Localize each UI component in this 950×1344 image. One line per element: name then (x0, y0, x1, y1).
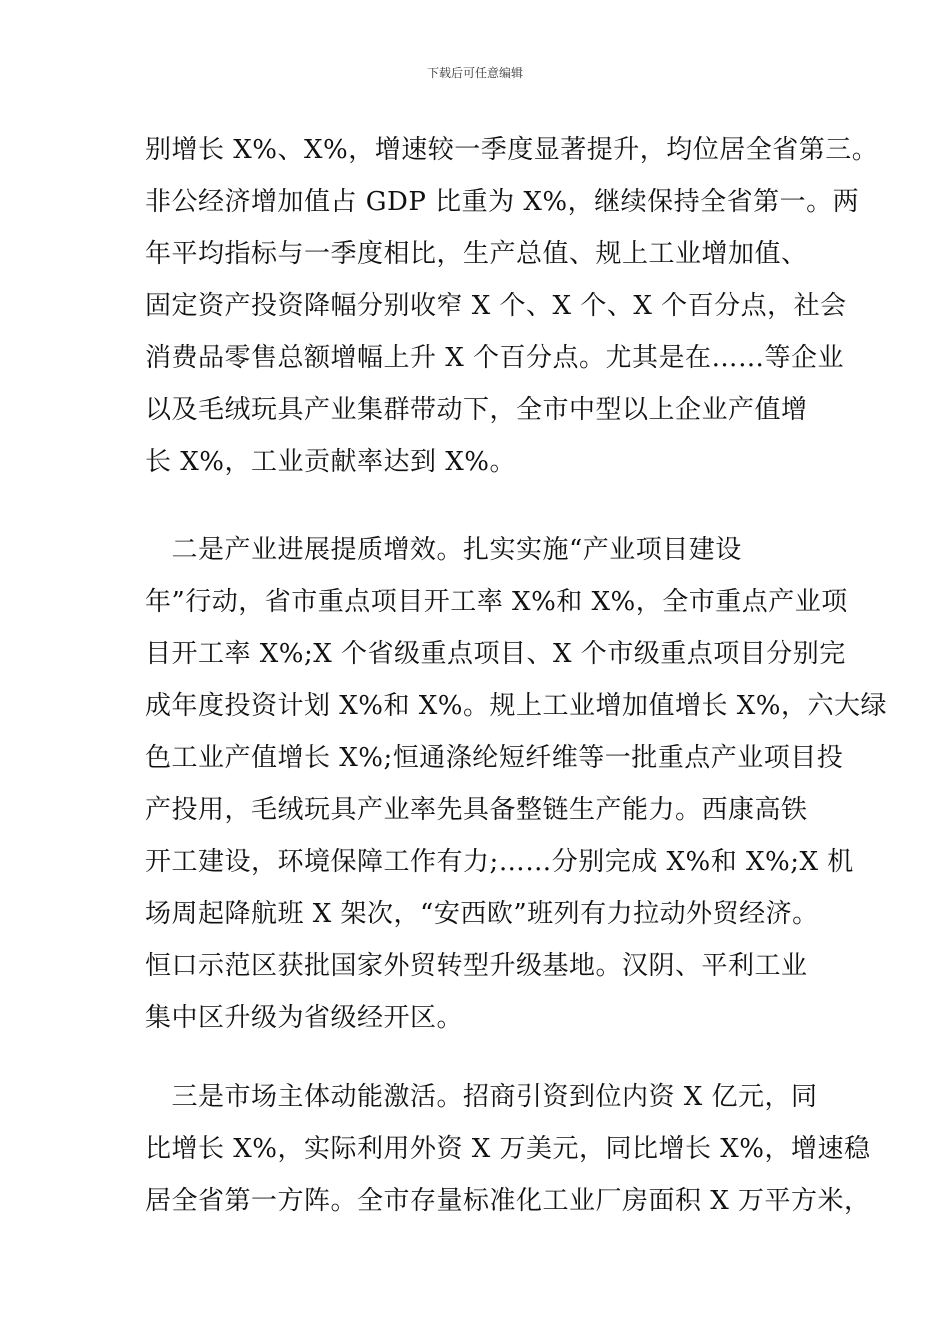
text-line: 固定资产投资降幅分别收窄 X 个、X 个、X 个百分点，社会 (145, 291, 847, 321)
text-line: 以及毛绒玩具产业集群带动下，全市中型以上企业产值增 (145, 395, 808, 425)
text-line: 别增长 X%、X%，增速较一季度显著提升，均位居全省第三。 (145, 135, 879, 165)
text-line: 目开工率 X%;X 个省级重点项目、X 个市级重点项目分别完 (145, 639, 846, 669)
paragraph-2 (145, 524, 887, 1044)
text-line: 三是市场主体动能激活。招商引资到位内资 X 亿元，同 (145, 1082, 818, 1112)
text-line: 产投用，毛绒玩具产业率先具备整链生产能力。西康高铁 (145, 795, 808, 825)
text-line: 二是产业进展提质增效。扎实实施“产业项目建设 (145, 535, 742, 565)
text-line: 年平均指标与一季度相比，生产总值、规上工业增加值、 (145, 239, 808, 269)
text-line: 消费品零售总额增幅上升 X 个百分点。尤其是在……等企业 (145, 343, 845, 373)
text-line: 成年度投资计划 X%和 X%。规上工业增加值增长 X%，六大绿 (145, 691, 887, 721)
text-line: 集中区升级为省级经开区。 (145, 1003, 464, 1033)
paragraph-3 (145, 1071, 871, 1227)
text-line: 居全省第一方阵。全市存量标准化工业厂房面积 X 万平方米， (145, 1186, 871, 1216)
text-line: 非公经济增加值占 GDP 比重为 X%，继续保持全省第一。两 (145, 187, 860, 217)
text-line: 年”行动，省市重点项目开工率 X%和 X%，全市重点产业项 (145, 587, 848, 617)
page-header: 下载后可任意编辑 (426, 66, 523, 80)
text-line: 场周起降航班 X 架次，“安西欧”班列有力拉动外贸经济。 (145, 899, 819, 929)
text-line: 开工建设，环境保障工作有力;……分别完成 X%和 X%;X 机 (145, 847, 854, 877)
text-line: 比增长 X%，实际利用外资 X 万美元，同比增长 X%，增速稳 (145, 1134, 871, 1164)
text-line: 恒口示范区获批国家外贸转型升级基地。汉阴、平利工业 (145, 951, 808, 981)
text-line: 色工业产值增长 X%;恒通涤纶短纤维等一批重点产业项目投 (145, 743, 844, 773)
paragraph-1 (145, 124, 879, 488)
text-line: 长 X%，工业贡献率达到 X%。 (145, 447, 516, 477)
